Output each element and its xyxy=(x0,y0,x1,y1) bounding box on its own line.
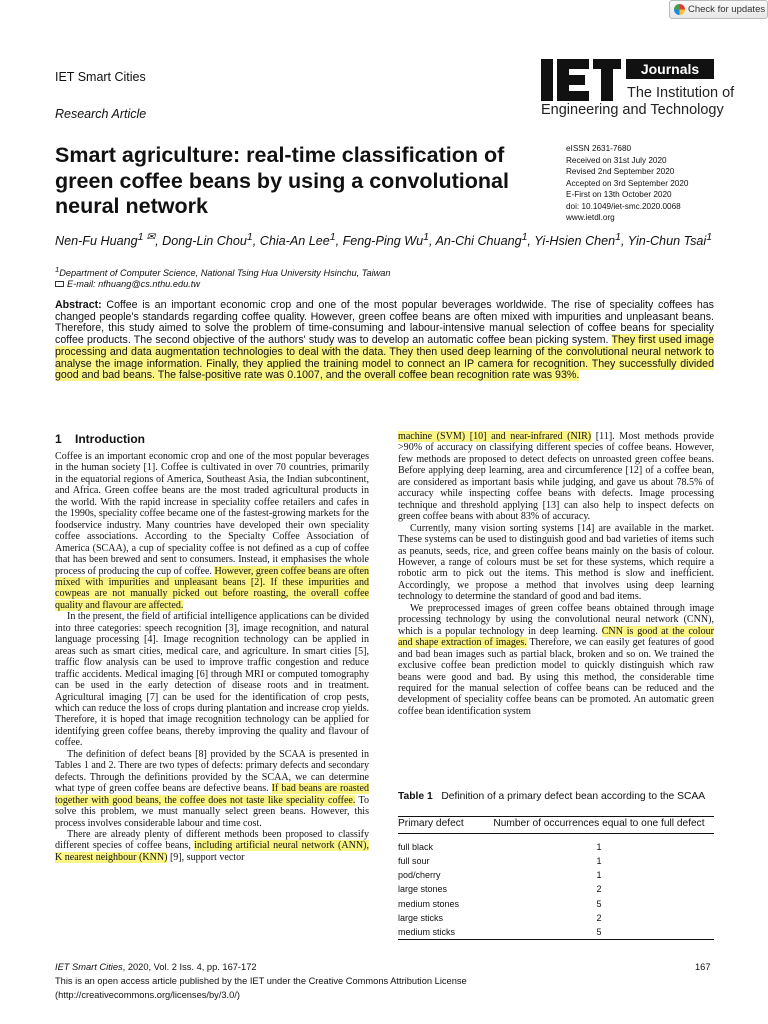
efirst-date: E-First on 13th October 2020 xyxy=(566,190,672,199)
table-cell: 2 xyxy=(596,884,602,895)
highlighted-text: If bad beans are roasted together with good beans, the coffee does not taste like speciality coffee. xyxy=(55,783,369,806)
affiliation-mark: 1 xyxy=(55,265,60,274)
highlighted-text: machine (SVM) [10] and near-infrared (NIR) xyxy=(398,431,592,442)
license-text: This is an open access article published by the IET under the Creative Commons Attribution License xyxy=(55,976,467,986)
paragraph-text: To solve this problem, we must manually select green beans. However, this process involves considerable labour and time cost. xyxy=(55,794,369,829)
iet-logo-icon xyxy=(541,59,621,101)
paragraph: In the present, the field of artificial intelligence applications can be divided into three categories: speech recognition [3], image recognition, and natural language processing [4]. Image recognition technology can be applied in areas such as smart cities, medical care, and agriculture. In smart cities [5], traffic flow analysis can be used to improve traffic congestion and reduce traffic accidents. Medical imaging [6] through MRI or computed tomography can be used in the early detection of disease roots and in treatment. Agricultural imaging [7] can be used for the identification of crop pests, which can reduce the loss of crops during plantation and increase crop yields. Therefore, it is hoped that image recognition technology can be applied for identifying green coffee beans, thereby improving the quality and flavour of coffee. xyxy=(55,611,369,749)
doi[interactable]: doi: 10.1049/iet-smc.2020.0068 xyxy=(566,201,681,211)
table-row xyxy=(398,854,714,868)
table-cell: large sticks xyxy=(398,912,444,923)
author-list: Nen-Fu Huang$^{1 ✉}$, Dong-Lin Chou$^1$, Chia-An Lee$^1$, Feng-Ping Wu$^1$, An-Chi Chuang$^1$, Yi-Hsien Chen$^1$, Yin-Chun Tsai$^1$ xyxy=(55,231,713,249)
table-cell: medium stones xyxy=(398,898,460,909)
author-affil-mark: 1 xyxy=(706,231,713,243)
corresponding-email xyxy=(55,279,200,289)
paragraph xyxy=(398,603,714,718)
check-for-updates-button[interactable] xyxy=(669,0,768,19)
table-cell: full sour xyxy=(398,856,430,867)
author[interactable]: Feng-Ping Wu xyxy=(342,234,424,249)
author[interactable]: Yin-Chun Tsai xyxy=(627,234,707,249)
table-cell: 5 xyxy=(484,925,714,939)
table-header: Number of occurrences equal to one full defect xyxy=(484,817,714,834)
paragraph-text: Coffee is an important economic crop and one of the most popular beverages in the human society [1]. Coffee is cultivated in over 70 countries, primarily in the equatorial regions of America, Southeast Asia, the Indian subcontinent, and Africa. Green coffee beans are the most traded agricultural products in the world. With the rapid increase in speciality coffee retailers and cafes in the 1990s, speciality coffee became one of the fastest-growing markets for the foodservice industry. Many countries have developed their own speciality coffee associations. According to the Specialty Coffee Association of America (SCAA), a cup of speciality coffee is not defined as a cup of coffee that has been brewed and sent to consumers. Instead, it emphasises the whole process of producing the cup of coffee. xyxy=(55,451,369,577)
paragraph-text: The definition of defect beans [8] provided by the SCAA is presented in Tables 1 and 2. There are two types of defects: primary defects and secondary defects. Through the definitions provided by the SCAA, we can determine what type of green coffee beans are defective beans. xyxy=(55,748,369,795)
accepted-date: Accepted on 3rd September 2020 xyxy=(566,178,689,188)
email-text[interactable]: E-mail: nfhuang@cs.nthu.edu.tw xyxy=(67,279,200,289)
table-label: Table 1 xyxy=(398,791,433,802)
abstract xyxy=(55,300,714,382)
table-row xyxy=(398,868,714,882)
section-number: 1 xyxy=(55,432,62,446)
received-date: Received on 31st July 2020 xyxy=(566,155,667,165)
paper-title: Smart agriculture: real-time classification of green coffee beans by using a convolutional neural network xyxy=(55,143,509,218)
table-row xyxy=(398,897,714,911)
table-cell: 2 xyxy=(596,912,602,923)
table-row xyxy=(398,882,714,896)
table-cell: 1 xyxy=(596,842,602,853)
table-row xyxy=(398,833,714,854)
section-heading xyxy=(55,432,145,446)
author[interactable]: An-Chi Chuang xyxy=(435,234,522,249)
highlighted-text: including artificial neural network (ANN), K nearest neighbour (KNN) xyxy=(55,840,369,863)
crossmark-icon xyxy=(674,4,685,15)
abstract-label: Abstract: xyxy=(55,299,102,311)
footer-volume: , 2020, Vol. 2 Iss. 4, pp. 167-172 xyxy=(122,962,257,972)
article-meta xyxy=(566,143,766,224)
author[interactable]: Dong-Lin Chou xyxy=(162,234,247,249)
table-cell: full black xyxy=(398,842,434,853)
abstract-highlight: They first used image processing and data augmentation technologies to deal with the data. They then used deep learning of the convolutional neural network to analyse the image information. Finally, they applied the training model to connect an IP camera for recognition. They successfully divided good and bad beans. The false-positive rate was 0.1007, and the overall coffee bean recognition rate was 93%. xyxy=(55,334,714,382)
author-affil-mark: 1 xyxy=(521,231,528,243)
journal-url[interactable]: www.ietdl.org xyxy=(566,213,615,222)
paragraph-text: Therefore, we can easily get features of good and bad bean images such as partial black, broken and so on. We trained the exclusive coffee bean prediction model to quickly distinguish which raw beans were good and bad. By using this method, the considerable time required for the manual selection of coffee beans can be reduced and the development of speciality coffee beans can be promoted. An automatic green coffee bean identification system xyxy=(398,637,714,717)
author[interactable]: Chia-An Lee xyxy=(259,234,330,249)
affiliation xyxy=(55,265,391,278)
paragraph-text: [11]. Most methods provide >90% of accuracy on classifying different species of coffee beans. However, few methods are proposed to detect defects on unroasted green coffee beans. Before applying deep learning, area and circumference [12] of a coffee bean, are considered as important basis while judging, and gave us about 78.5% of accuracy while inspecting coffee beans with defects. Image processing technique and threshold applying [13] can also help to inspect defects on green coffee beans with about 83% of accuracy. xyxy=(398,431,714,523)
author-affil-mark: 1 xyxy=(329,231,336,243)
table-cell: 1 xyxy=(596,856,602,867)
author-affil-mark: 1 xyxy=(423,231,429,243)
eissn: eISSN 2631-7680 xyxy=(566,144,632,153)
affiliation-text: Department of Computer Science, National Tsing Hua University Hsinchu, Taiwan xyxy=(59,268,391,279)
table-header: Primary defect xyxy=(398,817,484,834)
table-cell: large stones xyxy=(398,884,448,895)
check-for-updates-label: Check for updates xyxy=(688,4,766,15)
author-affil-mark: 1 xyxy=(615,231,622,243)
author[interactable]: Nen-Fu Huang xyxy=(55,234,138,249)
footer-citation xyxy=(55,962,257,972)
paragraph-text: We preprocessed images of green coffee beans obtained through image processing technology by using the convolutional neural network (CNN), which is a popular technology in deep learning. xyxy=(398,602,714,637)
page-number: 167 xyxy=(695,962,711,972)
footer-journal: IET Smart Cities xyxy=(55,962,123,972)
envelope-icon xyxy=(55,281,64,287)
table-row xyxy=(398,925,714,939)
table-cell: 5 xyxy=(596,898,602,909)
paragraph xyxy=(55,451,369,611)
journals-badge: Journals xyxy=(626,59,714,79)
table-caption-text: Definition of a primary defect bean according to the SCAA xyxy=(441,791,706,802)
left-column xyxy=(55,451,369,863)
journal-name: IET Smart Cities xyxy=(55,70,146,84)
institution-name-line2: Engineering and Technology xyxy=(541,102,724,118)
table-cell: pod/cherry xyxy=(398,870,441,881)
paragraph-text: [9], support vector xyxy=(167,851,245,863)
paragraph xyxy=(55,829,369,863)
defect-table xyxy=(398,816,714,940)
paragraph-text: There are already plenty of different methods been proposed to classify different species of coffee beans, xyxy=(55,828,369,852)
highlighted-text: However, green coffee beans are often mixed with impurities and unpleasant beans [2]. If these impurities and cowpeas are not manually picked out before roasting, the overall coffee quality and flavour are affected. xyxy=(55,565,369,611)
author-affil-mark: 1 xyxy=(246,231,253,243)
abstract-text: Coffee is an important economic crop and one of the most popular beverages worldwide. The rise of speciality coffees has changed people's standards regarding coffee quality. However, green coffee beans are often mixed with impurities and unpleasant beans. Therefore, this study aimed to solve the problem of time-consuming and labour-intensive manual selection of coffee beans for speciality coffee products. The second objective of the authors' study was to develop an automatic coffee bean picking system. xyxy=(55,299,714,347)
institution-name-line1: The Institution of xyxy=(627,85,735,101)
section-title: Introduction xyxy=(75,432,145,446)
article-type: Research Article xyxy=(55,107,147,121)
table-cell: medium sticks xyxy=(398,925,484,939)
author-affil-mark: 1 ✉ xyxy=(137,231,156,243)
highlighted-text: CNN is good at the colour and shape extraction of images. xyxy=(398,625,714,649)
author[interactable]: Yi-Hsien Chen xyxy=(534,234,616,249)
paragraph xyxy=(55,749,369,829)
table-caption xyxy=(398,791,714,803)
table-row xyxy=(398,911,714,925)
license-url[interactable]: (http://creativecommons.org/licenses/by/3.0/) xyxy=(55,990,240,1000)
paragraph: Currently, many vision sorting systems [14] are available in the market. These systems can be used to distinguish good and bad varieties of items such as peanuts, seeds, rice, and green coffee beans mainly on the basis of colour. However, a range of colours must be set for these systems, which require a robotic arm to pick out the items. This method is slow and inefficient. Accordingly, we propose a method that involves using deep learning technology to determine the standard of good and bad items. xyxy=(398,522,714,603)
table-cell: 1 xyxy=(596,870,602,881)
revised-date: Revised 2nd September 2020 xyxy=(566,167,675,176)
paragraph xyxy=(398,431,714,523)
right-column xyxy=(398,431,714,717)
